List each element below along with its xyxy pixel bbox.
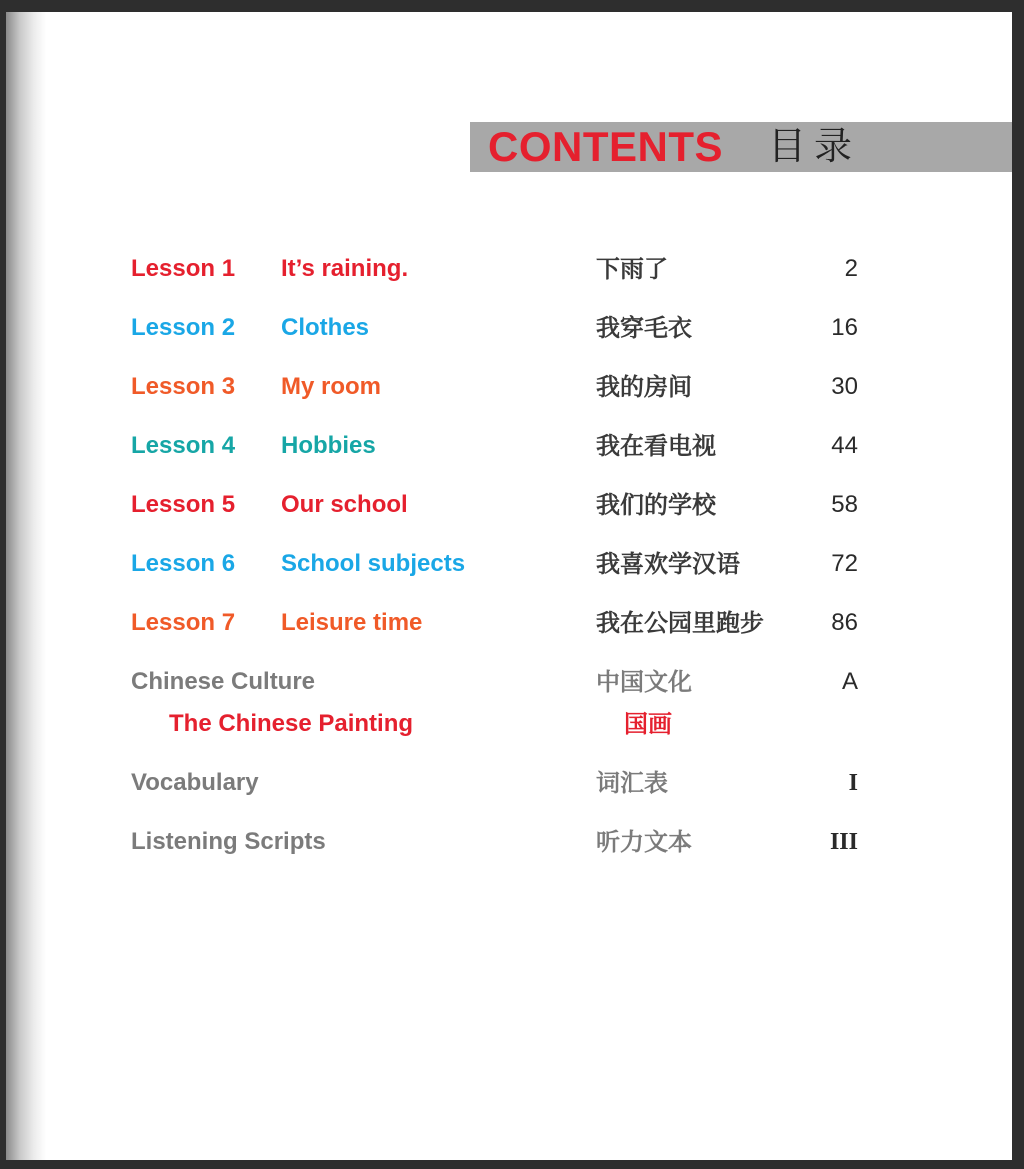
lesson-number: Lesson 4 [131,432,236,459]
spine-shadow [6,12,46,1160]
lesson-number: Lesson 7 [131,609,236,636]
lesson-title: Leisure time [281,609,423,636]
page-number: 86 [831,609,858,636]
toc-row-lesson-1[interactable] [6,249,1012,289]
lesson-title: Hobbies [281,432,376,459]
page-number: I [848,770,858,796]
lesson-title-zh: 我穿毛衣 [596,313,692,342]
lesson-title: Our school [281,491,408,518]
lesson-number: Lesson 6 [131,550,236,577]
lesson-title: It’s raining. [281,255,409,282]
lesson-title-zh: 我的房间 [596,372,692,401]
toc-row-lesson-3[interactable] [6,367,1012,407]
lesson-title-zh: 我在公园里跑步 [596,608,764,637]
toc-row-lesson-2[interactable] [6,308,1012,348]
toc-row-chinese-culture[interactable] [6,662,1012,702]
toc-row-listening-scripts[interactable] [6,822,1012,862]
lesson-number: Lesson 1 [131,255,236,282]
book-page [6,12,1012,1160]
lesson-title-zh: 我们的学校 [596,490,716,519]
lesson-title-zh: 下雨了 [596,254,668,283]
lesson-number: Lesson 2 [131,314,236,341]
subsection-title-zh: 国画 [624,709,672,738]
contents-title: CONTENTS [488,123,723,170]
toc-row-lesson-6[interactable] [6,544,1012,584]
lesson-number: Lesson 3 [131,373,236,400]
section-title: Chinese Culture [131,668,316,695]
section-title: Listening Scripts [131,828,326,855]
subsection-title: The Chinese Painting [169,710,414,737]
toc-row-chinese-painting[interactable] [6,704,1012,744]
page-number: 58 [831,491,858,518]
section-title-zh: 听力文本 [596,827,692,856]
page-number: A [841,668,858,695]
page-number: 72 [831,550,858,577]
lesson-title-zh: 我在看电视 [596,431,716,460]
page-number: 2 [844,255,858,282]
toc-row-lesson-7[interactable] [6,603,1012,643]
toc-row-vocabulary[interactable] [6,763,1012,803]
lesson-title: Clothes [281,314,370,341]
contents-title-zh: 目录 [768,126,861,168]
lesson-title: School subjects [281,550,466,577]
page-number: 30 [831,373,858,400]
page-number: III [829,829,858,855]
section-title-zh: 词汇表 [596,768,668,797]
page-number: 16 [831,314,858,341]
section-title: Vocabulary [131,769,259,796]
section-title-zh: 中国文化 [596,667,692,696]
page-number: 44 [831,432,858,459]
lesson-title: My room [281,373,382,400]
toc-row-lesson-4[interactable] [6,426,1012,466]
lesson-title-zh: 我喜欢学汉语 [596,549,740,578]
lesson-number: Lesson 5 [131,491,236,518]
toc-row-lesson-5[interactable] [6,485,1012,525]
